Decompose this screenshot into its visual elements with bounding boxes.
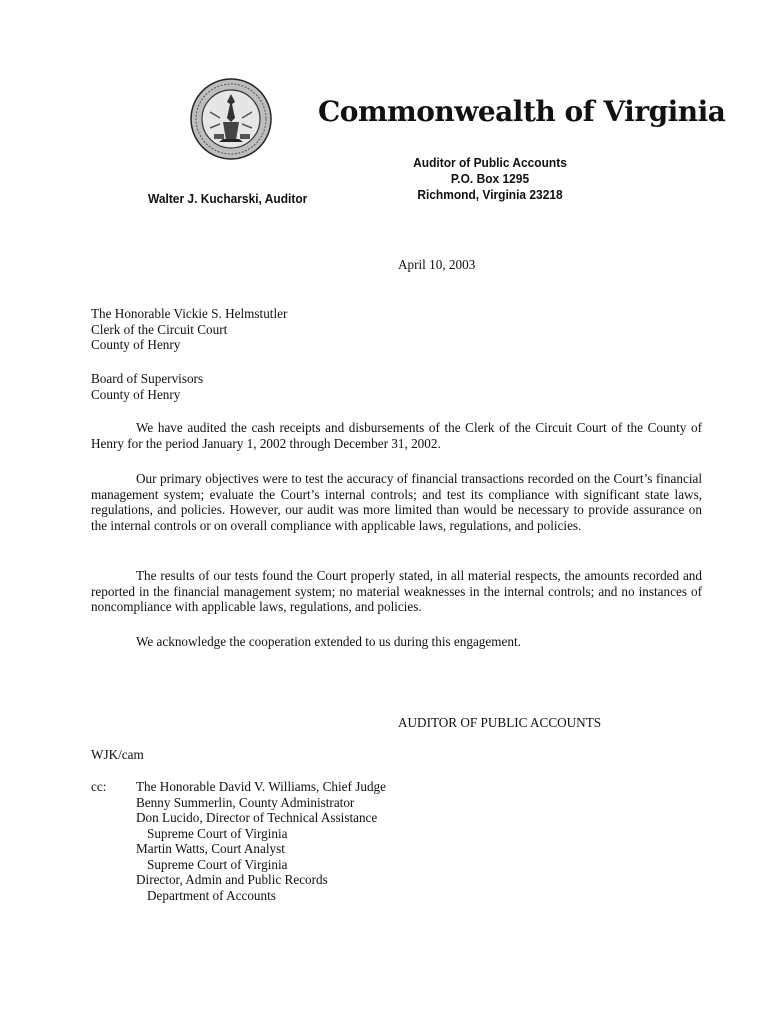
body-paragraph: We have audited the cash receipts and disbursements of the Clerk of the Circuit Court of the County of Henry for the period January 1, 2002 through December 31, 2002.	[91, 420, 702, 451]
body-paragraph: The results of our tests found the Court properly stated, in all material respects, the amounts recorded and reported in the financial management system; no material weaknesses in the internal controls; and no instances of noncompliance with applicable laws, regulations, and policies.	[91, 568, 702, 614]
masthead-title: Commonwealth of Virginia	[318, 95, 726, 128]
body-paragraph: We acknowledge the cooperation extended to us during this engagement.	[136, 634, 521, 649]
cc-entry: The Honorable David V. Williams, Chief Judge	[136, 779, 386, 794]
typist-initials: WJK/cam	[91, 747, 144, 762]
cc-label: cc:	[91, 779, 107, 794]
cc-entry: Director, Admin and Public Records	[136, 872, 328, 887]
office-line: P.O. Box 1295	[450, 171, 530, 186]
virginia-seal-icon	[190, 78, 272, 160]
cc-entry: Benny Summerlin, County Administrator	[136, 794, 355, 810]
cc-entry: Supreme Court of Virginia	[147, 825, 288, 841]
auditor-name: Walter J. Kucharski, Auditor	[148, 191, 308, 206]
cc-list	[136, 779, 386, 903]
cc-entry: Martin Watts, Court Analyst	[136, 841, 285, 856]
cc-entry: Don Lucido, Director of Technical Assistance	[136, 810, 378, 825]
body-paragraph: Our primary objectives were to test the accuracy of financial transactions recorded on the Court’s financial management system; evaluate the Court’s internal controls; and test its compliance with significant state laws, regulations, and policies. However, our audit was more limited than would be necessary to provide assurance on the internal controls or on overall compliance with applicable laws, regulations, and policies.	[91, 471, 702, 533]
recipient-block	[91, 306, 287, 353]
recipient-line: Board of Supervisors	[91, 371, 204, 386]
signature-line: AUDITOR OF PUBLIC ACCOUNTS	[398, 715, 602, 730]
cc-entry: Department of Accounts	[147, 887, 276, 903]
office-line: Auditor of Public Accounts	[413, 155, 567, 170]
cc-entry: Supreme Court of Virginia	[147, 856, 288, 872]
recipient-line: County of Henry	[91, 337, 181, 352]
recipient-block	[91, 371, 203, 402]
recipient-line: Clerk of the Circuit Court	[91, 321, 228, 337]
recipient-line: The Honorable Vickie S. Helmstutler	[91, 306, 288, 321]
recipient-line: County of Henry	[91, 386, 181, 402]
office-line: Richmond, Virginia 23218	[417, 187, 563, 202]
letter-date: April 10, 2003	[398, 257, 476, 272]
office-address	[398, 155, 582, 203]
